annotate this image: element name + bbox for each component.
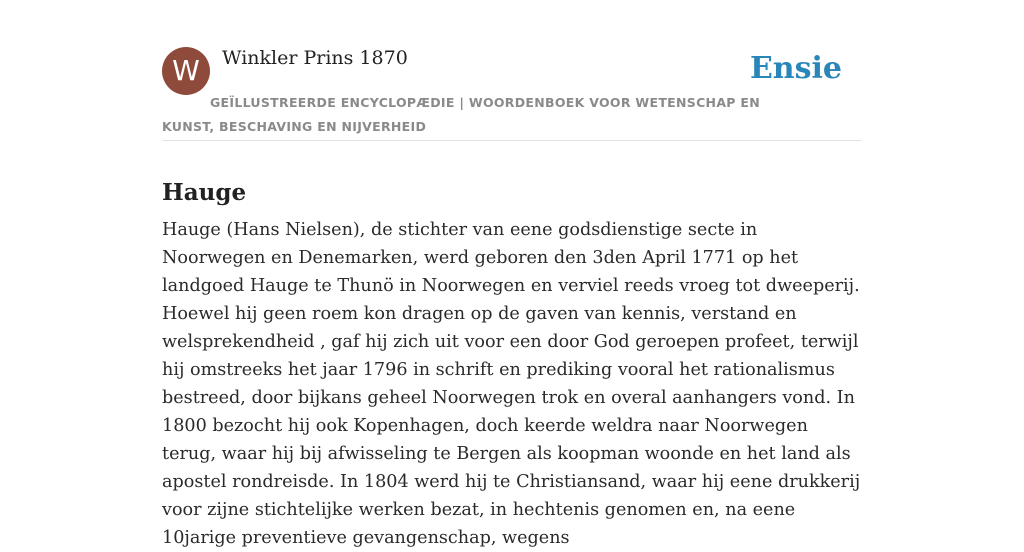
article-body: Hauge (Hans Nielsen), de stichter van eene godsdienstige secte in Noorwegen en Denemarken, werd geboren den 3den April 1771 op het landgoed Hauge te Thunö in Noorwegen en verviel reeds vroeg tot dweeperij. Hoewel hij geen roem kon dragen op de gaven van kennis, verstand en welsprekendheid , gaf hij zich uit voor een door God geroepen profeet, terwijl hij omstreeks het jaar 1796 in schrift en prediking vooral het rationalismus bestreed, door bijkans geheel Noorwegen trok en overal aanhangers vond. In 1800 bezocht hij ook Kopenhagen, doch keerde weldra naar Noorwegen terug, waar hij bij afwisseling te Bergen als koopman woonde en het land als apostel rondreisde. In 1804 werd hij te Christiansand, waar hij eene drukkerij voor zijne stichtelijke werken bezat, in hechtenis genomen en, na eene 10jarige preventieve gevangenschap, wegens: [162, 220, 861, 548]
page-title: Hauge: [162, 179, 247, 207]
source-subtitle: GEÏLLUSTREERDE ENCYCLOPÆDIE | WOORDENBOEK VOOR WETENSCHAP EN KUNST, BESCHAVING EN NIJVERHEID: [162, 95, 760, 134]
ensie-logo[interactable]: Ensie: [749, 51, 842, 86]
source-header: [162, 46, 862, 141]
source-title[interactable]: Winkler Prins 1870: [222, 47, 408, 69]
avatar[interactable]: W: [162, 47, 210, 95]
